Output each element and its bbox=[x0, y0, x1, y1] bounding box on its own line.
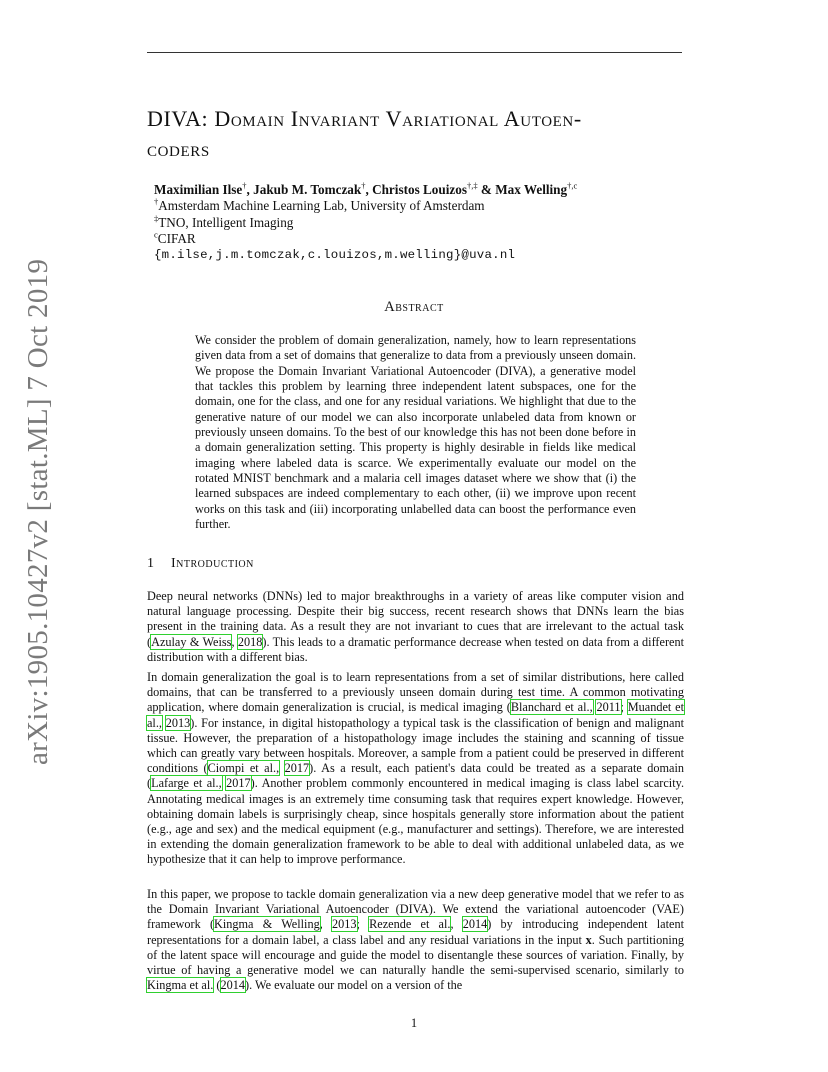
paragraph-text: ). This leads to a dramatic performance decrease when tested on data from a different distribution with a different bias. bbox=[147, 634, 684, 664]
paragraph-text bbox=[279, 761, 285, 775]
intro-paragraph-2 bbox=[147, 670, 684, 868]
section-title: Introduction bbox=[171, 556, 254, 571]
affiliation-mark: † bbox=[361, 180, 366, 191]
affiliation-1 bbox=[154, 198, 674, 214]
affiliation-3 bbox=[154, 231, 674, 247]
citation-link[interactable]: Rezende et al. bbox=[369, 917, 451, 932]
paragraph-text: , bbox=[319, 917, 332, 932]
input-variable: x bbox=[585, 932, 592, 947]
author-emails: {m.ilse,j.m.tomczak,c.louizos,m.welling}@uva.nl bbox=[154, 248, 516, 263]
affiliation-mark: c bbox=[154, 229, 158, 240]
citation-link[interactable]: Blanchard et al., bbox=[510, 700, 593, 715]
paragraph-text: Deep neural networks (DNNs) led to major breakthroughs in a variety of areas like computer vision and natural language processing. Despite their big success, recent research shows that DNNs learn the bias present in the training data. As a result they are not invariant to cues that are irrelevant to the actual task ( bbox=[147, 589, 684, 649]
author-name: Max Welling bbox=[495, 182, 568, 197]
author-name: Maximilian Ilse bbox=[154, 182, 243, 197]
citation-link[interactable]: 2014 bbox=[462, 917, 488, 932]
intro-paragraph-1 bbox=[147, 589, 684, 665]
arxiv-identifier: arXiv:1905.10427v2 [stat.ML] 7 Oct 2019 bbox=[22, 258, 54, 765]
paragraph-text: . Such partitioning of the latent space will encourage and guide the model to disentangle these sources of variation. Finally, by virtue of having a generative model we can naturally handle the semi-supervised scenario, similarly to bbox=[147, 932, 684, 978]
paragraph-text: ). Another problem commonly encountered in medical imaging is class label scarcity. Annotating medical images is an extremely time consuming task that requires expert knowledge. However, obtaining domain labels is surprisingly cheap, since hospitals generally store information about the patient (e.g., age and sex) and the medical equipment (e.g., manufacturer and settings). Therefore, we are interested in extending the domain generalization framework to be able to deal with additional unlabeled data, as we hypothesize that it can help to improve performance. bbox=[147, 776, 685, 867]
paragraph-text: ). We evaluate our model on a version of the bbox=[245, 978, 463, 993]
paragraph-text: ) by introducing independent latent representations for a domain label, a class label and any residual variations in the input bbox=[147, 917, 684, 947]
citation-link[interactable]: Muandet et al., bbox=[147, 700, 685, 730]
paragraph-text: In this paper, we propose to tackle domain generalization via a new deep generative model that we refer to as the Domain Invariant Variational Autoencoder (DIVA). We extend the variational autoencoder (VAE) framework ( bbox=[147, 887, 684, 932]
author-names: Maximilian Ilse†, Jakub M. Tomczak†, Christos Louizos†,‡ & Max Welling$^{\dagger,c}$ bbox=[154, 180, 578, 197]
page-number: 1 bbox=[410, 1016, 418, 1030]
abstract-text: We consider the problem of domain generalization, namely, how to learn representations given data from a set of domains that generalize to data from a previously unseen domain. We propose the Domain Invariant Variational Autoencoder (DIVA), a generative model that tackles this problem by learning three independent latent subspaces, one for the domain, one for the class, and one for any residual variations. We highlight that due to the generative nature of our model we can also incorporate unlabeled data from known or previously unseen domains. To the best of our knowledge this has not been done before in a domain generalization setting. This property is highly desirable in fields like medical imaging where labeled data is scarce. We experimentally evaluate our model on the rotated MNIST benchmark and a malaria cell images dataset where we show that (i) the learned subspaces are indeed complementary to each other, (ii) we improve upon recent works on this task and (iii) incorporating unlabelled data can boost the performance even further. bbox=[195, 333, 636, 532]
citation-link[interactable]: Kingma et al. bbox=[147, 978, 214, 993]
paragraph-text: ). For instance, in digital histopathology a typical task is the classification of benign and malignant tissue. However, the preparation of a histopathology image includes the staining and scanning of tissue which can greatly vary between hospitals. Moreover, a sample from a patient could be preserved in different conditions ( bbox=[147, 715, 685, 776]
top-rule bbox=[147, 52, 682, 53]
section-heading bbox=[147, 556, 254, 572]
paragraph-text: , bbox=[231, 634, 238, 649]
citation-link[interactable]: 2018 bbox=[237, 634, 263, 649]
citation-link[interactable]: 2013 bbox=[332, 917, 357, 932]
citation-link[interactable]: 2017 bbox=[226, 776, 251, 791]
citation-link[interactable]: Lafarge et al., bbox=[151, 776, 222, 791]
citation-link[interactable]: 2013 bbox=[165, 715, 191, 730]
affiliation-mark: † bbox=[242, 180, 247, 191]
citation-link[interactable]: 2017 bbox=[284, 761, 310, 776]
affiliation-mark: † bbox=[154, 196, 159, 207]
paragraph-text: ; bbox=[356, 917, 370, 932]
section-number: 1 bbox=[147, 556, 155, 571]
citation-link[interactable]: Azulay & Weiss bbox=[151, 634, 232, 649]
affiliation-mark: †,c bbox=[567, 180, 578, 191]
intro-paragraph-3 bbox=[147, 887, 684, 993]
paragraph-text: In domain generalization the goal is to learn representations from a set of similar distributions, here called domains, that can be transferred to a previously unseen domain during test time. A common motivating application, where domain generalization is crucial, is medical imaging ( bbox=[147, 670, 684, 715]
author-name: Christos Louizos bbox=[372, 182, 467, 197]
affiliation-text: CIFAR bbox=[157, 230, 196, 246]
abstract-heading: Abstract bbox=[384, 299, 444, 315]
paragraph-text: ; bbox=[620, 700, 628, 715]
affiliation-text: Amsterdam Machine Learning Lab, University of Amsterdam bbox=[158, 198, 485, 214]
citation-link[interactable]: 2014 bbox=[220, 978, 245, 993]
title-line-2: coders bbox=[147, 136, 210, 161]
citation-link[interactable]: Ciompi et al., bbox=[207, 761, 280, 776]
citation-link[interactable]: 2011 bbox=[596, 700, 621, 715]
author-block bbox=[154, 182, 674, 263]
author-name: Jakub M. Tomczak bbox=[253, 182, 362, 197]
affiliation-text: TNO, Intelligent Imaging bbox=[158, 214, 294, 230]
paragraph-text: ). As a result, each patient's data could be treated as a separate domain ( bbox=[147, 761, 685, 791]
paragraph-text: , bbox=[450, 917, 463, 932]
title-line-1: DIVA: Domain Invariant Variational Autoen- bbox=[147, 106, 582, 131]
paper-title bbox=[147, 104, 692, 164]
affiliation-mark: †,‡ bbox=[466, 180, 478, 191]
citation-link[interactable]: Kingma & Welling bbox=[214, 917, 320, 932]
affiliation-2 bbox=[154, 215, 674, 231]
paragraph-text: ( bbox=[213, 978, 221, 993]
affiliation-mark: ‡ bbox=[154, 213, 159, 224]
ampersand: & bbox=[477, 182, 496, 197]
